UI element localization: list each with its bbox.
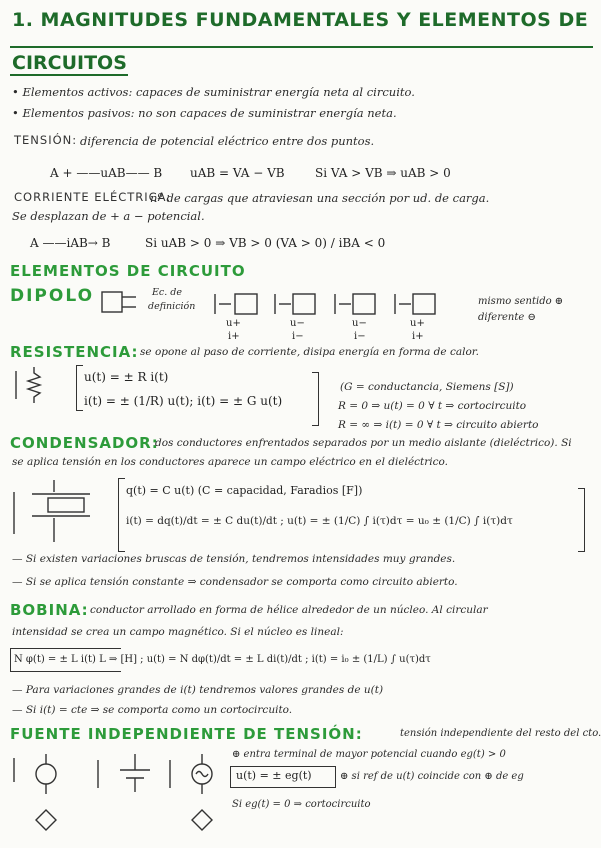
dipolo-pair-1-i: i+ [228, 331, 240, 342]
fuente-def: tensión independiente del resto del cto. [400, 728, 601, 739]
dipolo-heading: DIPOLO [10, 286, 95, 306]
dipolo-pair-2-u: u− [290, 318, 305, 329]
bobina-def2: intensidad se crea un campo magnético. Si el núcleo es lineal: [12, 626, 344, 638]
condensador-bracket-right [578, 488, 585, 552]
title-underline-2 [10, 74, 128, 76]
activos-text: • Elementos activos: capaces de suministrar energía neta al circuito. [12, 85, 415, 99]
condensador-eq2: i(t) = dq(t)/dt = ± C du(t)/dt ; u(t) = ± (1/C) ∫ i(τ)dτ = u₀ ± (1/C) ∫ i(τ)dτ [126, 515, 513, 527]
condensador-note1: — Si existen variaciones bruscas de tensión, tendremos intensidades muy grandes. [12, 553, 456, 565]
dipolo-side1: mismo sentido ⊕ [478, 296, 564, 307]
corriente-def2: Se desplazan de + a − potencial. [12, 209, 205, 223]
corriente-eq: Si uAB > 0 ⇒ VB > 0 (VA > 0) / iBA < 0 [145, 236, 386, 250]
resistencia-note2: R = 0 ⇒ u(t) = 0 ∀ t ⇒ cortocircuito [338, 400, 527, 412]
dipolo-side2: diferente ⊖ [478, 312, 536, 323]
resistor-icon [10, 365, 50, 407]
condensador-bracket-left [118, 478, 125, 552]
tension-eq1: uAB = VA − VB [190, 166, 285, 180]
fuente-note1: ⊕ entra terminal de mayor potencial cuando eg(t) > 0 [232, 749, 506, 760]
fuente-eq: u(t) = ± eg(t) [236, 769, 312, 782]
pasivos-text: • Elementos pasivos: no son capaces de suministrar energía neta. [12, 106, 397, 120]
resistencia-def: se opone al paso de corriente, disipa energía en forma de calor. [140, 346, 479, 358]
corriente-diagram: A ——iAB→ B [30, 236, 111, 250]
dipolo-note2: definición [148, 301, 196, 312]
dipolo-note1: Ec. de [152, 287, 182, 298]
dipolo-cases-icon [215, 290, 455, 318]
page-title: 1. MAGNITUDES FUNDAMENTALES Y ELEMENTOS DE [12, 9, 589, 31]
dipolo-pair-4-i: i+ [412, 331, 424, 342]
resistencia-note3: R = ∞ ⇒ i(t) = 0 ∀ t ⇒ circuito abierto [338, 419, 539, 431]
resistencia-heading: RESISTENCIA: [10, 343, 139, 361]
tension-diagram: A + ——uAB—— B [50, 166, 163, 180]
bobina-heading: BOBINA: [10, 601, 89, 619]
resistencia-eq2: i(t) = ± (1/R) u(t); i(t) = ± G u(t) [84, 394, 283, 408]
condensador-def2: se aplica tensión en los conductores aparece un campo eléctrico en el dieléctrico. [12, 456, 449, 468]
condensador-def: dos conductores enfrentados separados por un medio aislante (dieléctrico). Si [155, 437, 572, 449]
tension-def: diferencia de potencial eléctrico entre dos puntos. [80, 134, 375, 148]
page-title-line2: CIRCUITOS [12, 52, 127, 74]
dipolo-pair-1-u: u+ [226, 318, 241, 329]
condensador-eq1: q(t) = C u(t) (C = capacidad, Faradios [F]) [126, 484, 363, 497]
corriente-label: CORRIENTE ELÉCTRICA: [14, 190, 172, 204]
bobina-eq: N φ(t) = ± L i(t) L ⇒ [H] ; u(t) = N dφ(t)/dt = ± L di(t)/dt ; i(t) = i₀ ± (1/L) ∫ u(τ)dτ [14, 654, 431, 665]
dipolo-pair-4-u: u+ [410, 318, 425, 329]
fuente-note2: ⊕ si ref de u(t) coincide con ⊕ de eg [340, 771, 524, 782]
elementos-heading: ELEMENTOS DE CIRCUITO [10, 262, 246, 280]
bobina-def: conductor arrollado en forma de hélice alrededor de un núcleo. Al circular [90, 604, 488, 616]
title-underline [10, 46, 593, 48]
dipolo-pair-2-i: i− [292, 331, 304, 342]
condensador-note2: — Si se aplica tensión constante ⇒ condensador se comporta como circuito abierto. [12, 576, 458, 588]
bobina-note2: — Si i(t) = cte ⇒ se comporta como un cortocircuito. [12, 704, 293, 716]
corriente-def: nº de cargas que atraviesan una sección por ud. de carga. [150, 191, 490, 205]
voltage-sources-icon [10, 752, 220, 842]
dipolo-box-icon [100, 288, 140, 318]
resistencia-bracket-left [76, 365, 83, 411]
fuente-heading: FUENTE INDEPENDIENTE DE TENSIÓN: [10, 725, 363, 743]
bobina-note1: — Para variaciones grandes de i(t) tendremos valores grandes de u(t) [12, 684, 384, 696]
resistencia-eq1: u(t) = ± R i(t) [84, 370, 169, 384]
tension-label: TENSIÓN: [14, 133, 78, 147]
dipolo-pair-3-u: u− [352, 318, 367, 329]
tension-eq2: Si VA > VB ⇒ uAB > 0 [315, 166, 451, 180]
dipolo-pair-3-i: i− [354, 331, 366, 342]
condensador-heading: CONDENSADOR: [10, 434, 159, 452]
fuente-note3: Si eg(t) = 0 ⇒ cortocircuito [232, 799, 371, 810]
resistencia-bracket-right [312, 372, 319, 426]
capacitor-icon [10, 478, 110, 548]
resistencia-note1: (G = conductancia, Siemens [S]) [340, 381, 514, 393]
